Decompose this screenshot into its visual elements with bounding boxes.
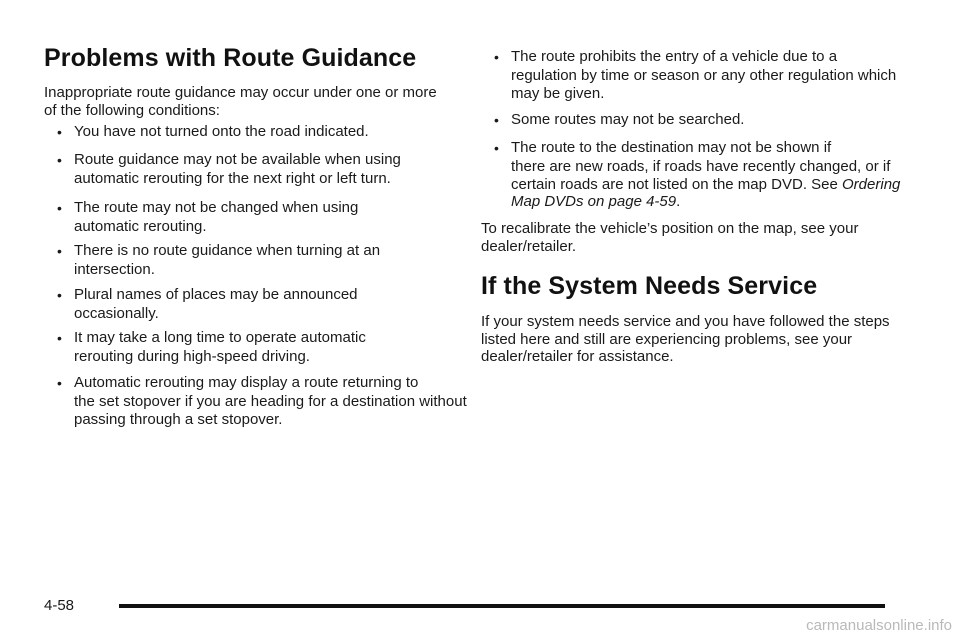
list-item-text: The route prohibits the entry of a vehicle due to a	[511, 48, 838, 65]
page-reference: Ordering Map DVDs on page 4-59	[511, 175, 901, 211]
list-item-text-cont: regulation by time or season or any other regulation which may be given.	[511, 67, 897, 102]
list-item-text-cont: occasionally.	[74, 305, 159, 322]
list-item-text-cont: rerouting during high-speed driving.	[74, 348, 310, 365]
list-item	[44, 150, 484, 188]
bullet-glyph: •	[494, 112, 499, 128]
list-item	[44, 122, 484, 142]
list-item-text-cont: there are new roads, if roads have recently changed, or if certain roads are not listed on the map DVD. See	[511, 158, 891, 193]
list-item	[44, 285, 484, 323]
list-item-text: The route to the destination may not be shown if	[511, 139, 832, 156]
list-item	[481, 110, 921, 130]
list-item-text: Automatic rerouting may display a route returning to	[74, 374, 419, 391]
service-paragraph: If your system needs service and you have followed the steps listed here and still are experiencing problems, see your dealer/retailer for assistance.	[481, 313, 890, 366]
list-item-text: Plural names of places may be announced	[74, 286, 358, 303]
list-item-text-cont: automatic rerouting for the next right or left turn.	[74, 170, 391, 187]
list-item-text: It may take a long time to operate automatic	[74, 329, 366, 346]
bullet-glyph: •	[57, 124, 62, 140]
list-item	[481, 138, 901, 211]
section-heading-system-service: If the System Needs Service	[481, 272, 818, 300]
bullet-glyph: •	[57, 375, 62, 391]
watermark: carmanualsonline.info	[806, 617, 952, 634]
list-item-text-cont: the set stopover if you are heading for a destination without passing through a set stopover.	[74, 393, 467, 428]
bullet-glyph: •	[57, 330, 62, 346]
bullet-glyph: •	[57, 287, 62, 303]
list-item	[44, 328, 484, 366]
list-item-text-cont: automatic rerouting.	[74, 218, 207, 235]
list-item	[44, 198, 484, 236]
bullet-glyph: •	[57, 152, 62, 168]
list-item-text-end: .	[676, 193, 681, 211]
list-item-text: Some routes may not be searched.	[511, 111, 745, 128]
recalibrate-paragraph: To recalibrate the vehicle’s position on the map, see your dealer/retailer.	[481, 220, 859, 255]
list-item-text: You have not turned onto the road indicated.	[74, 123, 369, 140]
bullet-glyph: •	[57, 200, 62, 216]
list-item	[44, 373, 484, 428]
bullet-glyph: •	[494, 49, 499, 65]
intro-paragraph: Inappropriate route guidance may occur under one or more of the following conditions:	[44, 84, 437, 119]
list-item	[481, 47, 921, 102]
list-item-text: Route guidance may not be available when using	[74, 151, 401, 168]
list-item-text-cont: intersection.	[74, 261, 155, 278]
bullet-glyph: •	[57, 243, 62, 259]
footer-rule	[119, 604, 885, 608]
list-item-text: There is no route guidance when turning at an	[74, 242, 381, 259]
list-item-text: The route may not be changed when using	[74, 199, 359, 216]
page-number: 4-58	[44, 597, 75, 614]
bullet-glyph: •	[494, 140, 499, 156]
list-item	[44, 241, 484, 279]
section-heading-route-guidance: Problems with Route Guidance	[44, 44, 417, 72]
